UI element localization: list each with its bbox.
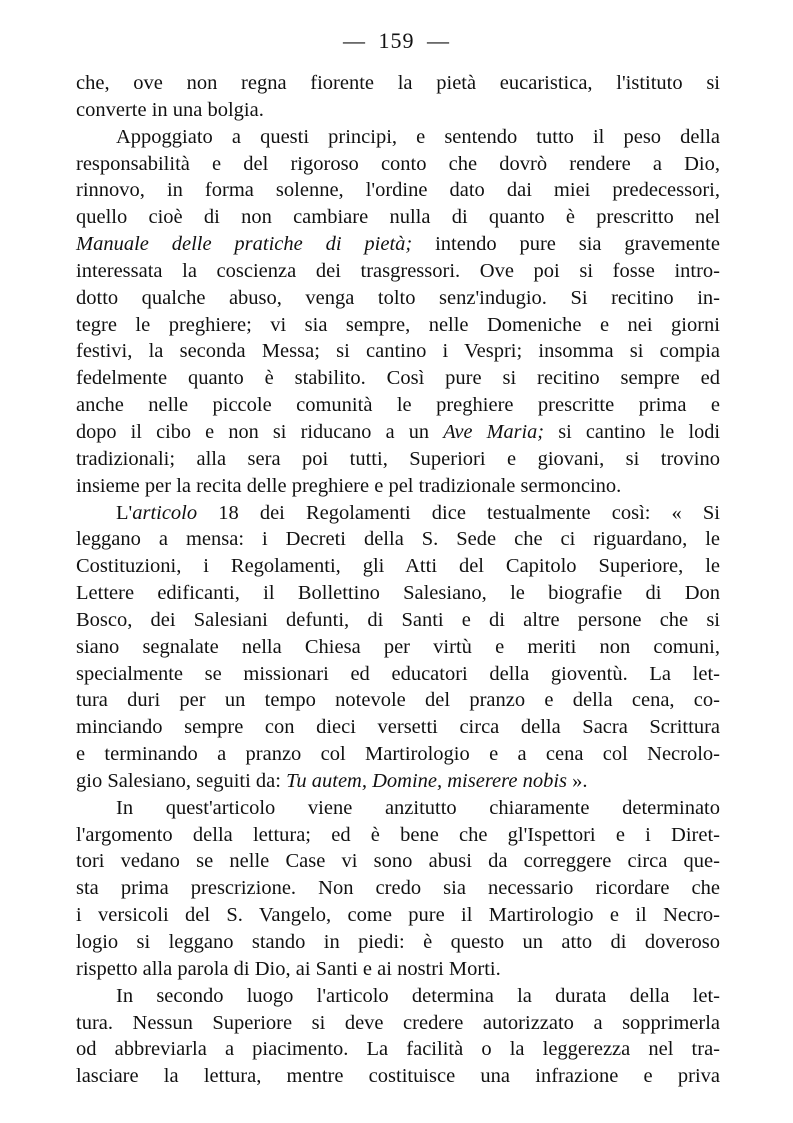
text-segment: L' (116, 501, 133, 524)
text-line (76, 124, 720, 151)
text-segment: leggano a mensa: i Decreti della S. Sede che ci riguardano, le (76, 528, 720, 551)
text-segment: minciando sempre con dieci versetti circa della Sacra Scrittura (76, 716, 720, 739)
text-line (76, 687, 720, 714)
text-segment: tori vedano se nelle Case vi sono abusi da correggere circa que- (76, 850, 720, 873)
text-line (76, 607, 720, 634)
text-segment: gio Salesiano, seguiti da: (76, 769, 287, 792)
italic-text: Tu autem, Domine, miserere nobis (286, 769, 568, 792)
text-segment: 18 dei Regolamenti dice testualmente così: « Si (197, 501, 720, 524)
text-segment: converte in una bolgia. (76, 98, 264, 121)
text-segment: rinnovo, in forma solenne, l'ordine dato dai miei predecessori, (76, 179, 720, 202)
text-line (76, 258, 720, 285)
text-line (76, 338, 720, 365)
page-number: 159 (378, 28, 415, 53)
text-segment: specialmente se missionari ed educatori della gioventù. La let- (76, 662, 720, 685)
text-line (76, 500, 720, 527)
text-segment: siano segnalate nella Chiesa per virtù e meriti non comuni, (76, 635, 720, 658)
header-dash-right: — (427, 28, 450, 53)
text-line (76, 634, 720, 661)
text-line (76, 177, 720, 204)
text-line (76, 392, 720, 419)
text-line (76, 983, 720, 1010)
text-segment: Costituzioni, i Regolamenti, gli Atti del Capitolo Superiore, le (76, 555, 720, 578)
text-line (76, 795, 720, 822)
italic-text: Manuale delle pratiche di pietà; (76, 233, 413, 256)
text-line (76, 553, 720, 580)
text-line (76, 204, 720, 231)
text-segment: festivi, la seconda Messa; si cantino i Vespri; insomma si compia (76, 340, 720, 363)
text-segment: rispetto alla parola di Dio, ai Santi e ai nostri Morti. (76, 957, 501, 980)
text-segment: sta prima prescrizione. Non credo sia necessario ricordare che (76, 877, 720, 900)
text-segment: ». (567, 769, 588, 792)
text-line (76, 1010, 720, 1037)
text-line (76, 97, 720, 124)
text-segment: insieme per la recita delle preghiere e pel tradizionale sermoncino. (76, 474, 622, 497)
text-line (76, 1036, 720, 1063)
text-line (76, 902, 720, 929)
text-segment: Lettere edificanti, il Bollettino Salesiano, le biografie di Don (76, 582, 720, 605)
text-segment: tura. Nessun Superiore si deve credere autorizzato a sopprimerla (76, 1011, 720, 1034)
text-line (76, 312, 720, 339)
text-line (76, 661, 720, 688)
text-line (76, 473, 720, 500)
text-line (76, 526, 720, 553)
text-segment: od abbreviarla a piacimento. La facilità o la leggerezza nel tra- (76, 1038, 720, 1061)
text-line (76, 714, 720, 741)
italic-text: Ave Maria; (443, 420, 545, 443)
text-segment: che, ove non regna fiorente la pietà eucaristica, l'istituto si (76, 72, 720, 94)
text-segment: dopo il cibo e non si riducano a un (76, 420, 444, 443)
page-header (0, 28, 793, 54)
text-line (76, 285, 720, 312)
text-line (76, 741, 720, 768)
text-segment: anche nelle piccole comunità le preghiere prescritte prima e (76, 394, 720, 417)
text-line (76, 848, 720, 875)
text-line (76, 151, 720, 178)
text-segment: tradizionali; alla sera poi tutti, Superiori e giovani, si trovino (76, 447, 720, 470)
text-segment: Bosco, dei Salesiani defunti, di Santi e di altre persone che si (76, 608, 720, 631)
text-segment: In quest'articolo viene anzitutto chiaramente determinato (116, 796, 720, 819)
text-line (76, 929, 720, 956)
text-line (76, 419, 720, 446)
text-segment: logio si leggano stando in piedi: è questo un atto di doveroso (76, 931, 720, 953)
text-line (76, 365, 720, 392)
text-segment: In secondo luogo l'articolo determina la durata della let- (116, 984, 720, 1007)
text-segment: l'argomento della lettura; ed è bene che gl'Ispettori e i Diret- (76, 823, 720, 846)
italic-text: articolo (132, 501, 198, 524)
text-line (76, 822, 720, 849)
text-segment: tura duri per un tempo notevole del pranzo e della cena, co- (76, 689, 720, 712)
text-segment: intendo pure sia gravemente (412, 233, 720, 256)
text-segment: i versicoli del S. Vangelo, come pure il Martirologio e il Necro- (76, 904, 720, 927)
text-segment: interessata la coscienza dei trasgressori. Ove poi si fosse intro- (76, 259, 720, 282)
text-segment: responsabilità e del rigoroso conto che dovrò rendere a Dio, (76, 152, 720, 175)
text-line (76, 1063, 720, 1090)
text-line (76, 875, 720, 902)
text-segment: e terminando a pranzo col Martirologio e a cena col Necrolo- (76, 743, 720, 766)
text-line (76, 231, 720, 258)
text-segment: quello cioè di non cambiare nulla di quanto è prescritto nel (76, 206, 720, 229)
text-line (76, 446, 720, 473)
text-line (76, 580, 720, 607)
text-segment: lasciare la lettura, mentre costituisce una infrazione e priva (76, 1065, 720, 1088)
header-dash-left: — (343, 28, 366, 53)
text-segment: tegre le preghiere; vi sia sempre, nelle Domeniche e nei giorni (76, 313, 720, 336)
text-segment: fedelmente quanto è stabilito. Così pure si recitino sempre ed (76, 367, 720, 390)
text-segment: dotto qualche abuso, venga tolto senz'indugio. Si recitino in- (76, 286, 720, 309)
text-segment: si cantino le lodi (544, 420, 720, 443)
text-line (76, 70, 720, 97)
text-line (76, 956, 720, 983)
body-text (76, 70, 720, 1090)
text-line (76, 768, 720, 795)
text-segment: Appoggiato a questi principi, e sentendo tutto il peso della (116, 125, 720, 148)
